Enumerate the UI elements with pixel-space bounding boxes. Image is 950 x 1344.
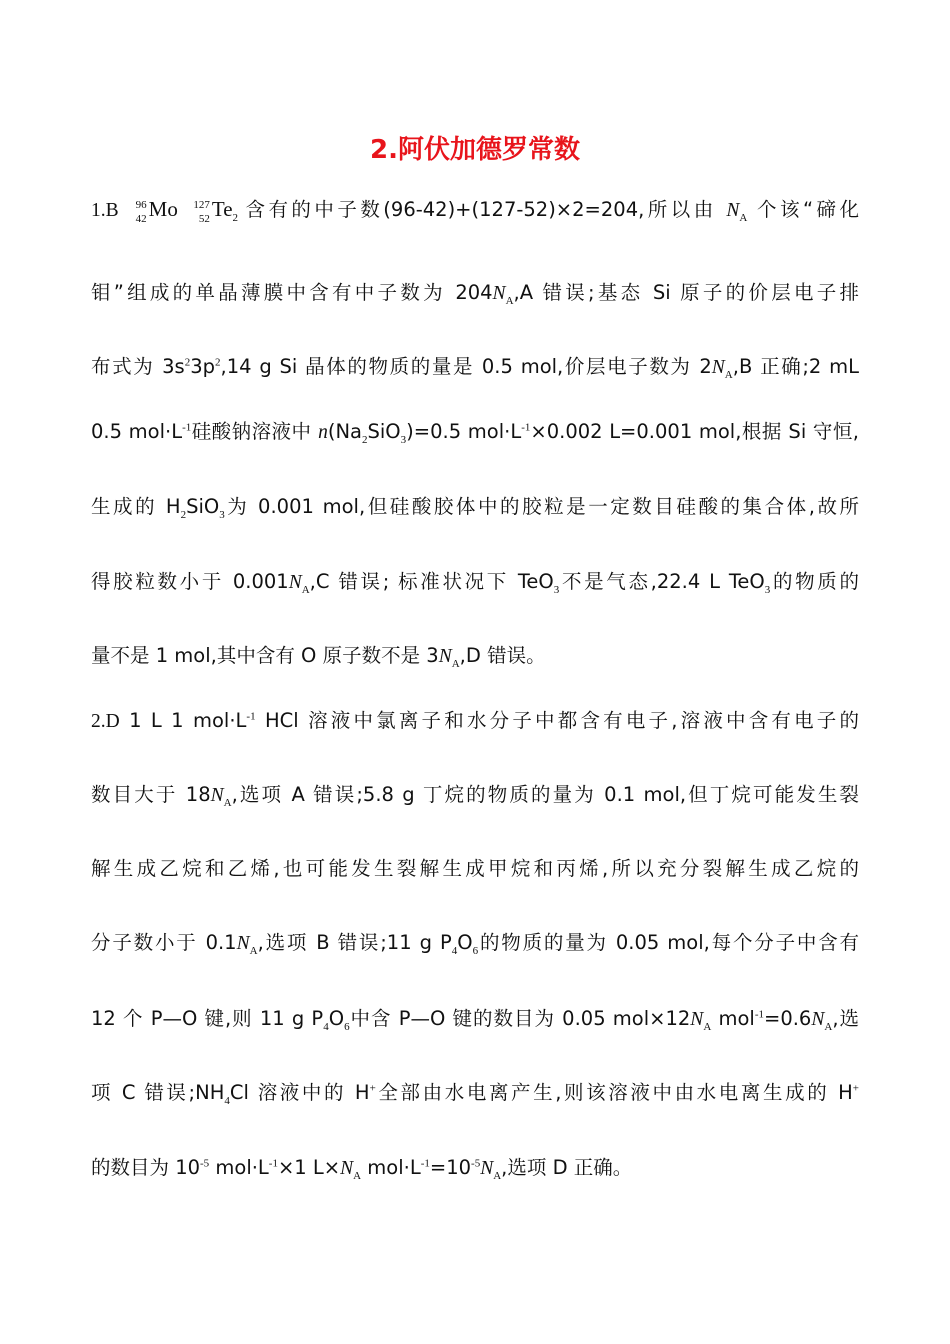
answer-2-line-1: 2.D 1 L 1 $mol\cdot L^{-1}$ HCl 溶液中氯离子和水分子中都含有电子,溶液中含有电子的 bbox=[91, 709, 860, 732]
answer-2-label: 2.D bbox=[91, 711, 120, 732]
answer-1-label: 1.B bbox=[91, 200, 119, 221]
page-title: 2.阿伏加德罗常数 bbox=[370, 135, 580, 165]
answer-2-line-2: 数目大于 $18N_A$,选项 A 错误;5.8 g 丁烷的物质的量为 0.1 mol,但丁烷可能发生裂 bbox=[91, 783, 859, 809]
nuclide-te: 127 52 $Te_2$ bbox=[193, 197, 239, 225]
answer-2-line-3: 解生成乙烷和乙烯,也可能发生裂解生成甲烷和丙烯,所以充分裂解生成乙烷的 bbox=[91, 857, 859, 880]
answer-1-line-7: 量不是 1 mol,其中含有 O 原子数不是 $3N_A,D$ 错误。 bbox=[91, 644, 546, 670]
answer-1-line-2: 钼”组成的单晶薄膜中含有中子数为 $204N_A,A$ 错误;基态 Si 原子的价层电子排 bbox=[91, 281, 859, 307]
answer-1-line-5: 生成的 $H_2SiO_3$为 0.001 mol,但硅酸胶体中的胶粒是一定数目硅酸的集合体,故所 bbox=[91, 495, 859, 521]
answer-1-line-4: 0.5 $mol\cdot L^{-1}$硅酸钠溶液中 $n(Na_2SiO_3)=0.5$ $mol\cdot L^{-1}\times 0.002$ L=0.001 mol,根据 Si 守恒, bbox=[91, 420, 859, 446]
answer-1-line-3: 布式为 $3s^23p^2,14$ g Si 晶体的物质的量是 0.5 mol,价层电子数为 $2N_A,B$ 正确;2 mL bbox=[91, 355, 860, 381]
answer-1-line-1: 1.B 96 42 Mo 127 52 $Te_2$ 含有的中子数(96-42)+(127-52)×2=204,所以由 $N_A$ 个该“碲化 bbox=[91, 189, 859, 229]
answer-2-line-7: 的数目为 $10^{-5}$ $mol\cdot L^{-1}\times 1$ $L\times N_A$ $mol\cdot L^{-1}=10^{-5}N_A$,选项 D 正确。 bbox=[91, 1156, 633, 1182]
nuclide-mo: 96 42 Mo bbox=[135, 197, 178, 225]
answer-2-line-4: 分子数小于 $0.1N_A$,选项 B 错误;11 g $P_4O_6$的物质的量为 0.05 mol,每个分子中含有 bbox=[91, 931, 860, 957]
answer-2-line-5: 12 个 P—O 键,则 11 g $P_4O_6$中含 P—O 键的数目为 0.05 $mol\times 12N_A$ $mol^{-1}=0.6N_A$,选 bbox=[91, 1007, 860, 1033]
answer-1-line-6: 得胶粒数小于 $0.001N_A,C$ 错误; 标准状况下 TeO$_3$不是气态,22.4 L TeO$_3$的物质的 bbox=[91, 570, 859, 596]
answer-2-line-6: 项 C 错误$;NH_4Cl$ 溶液中的 H+全部由水电离产生,则该溶液中由水电离生成的 H+ bbox=[91, 1081, 860, 1107]
